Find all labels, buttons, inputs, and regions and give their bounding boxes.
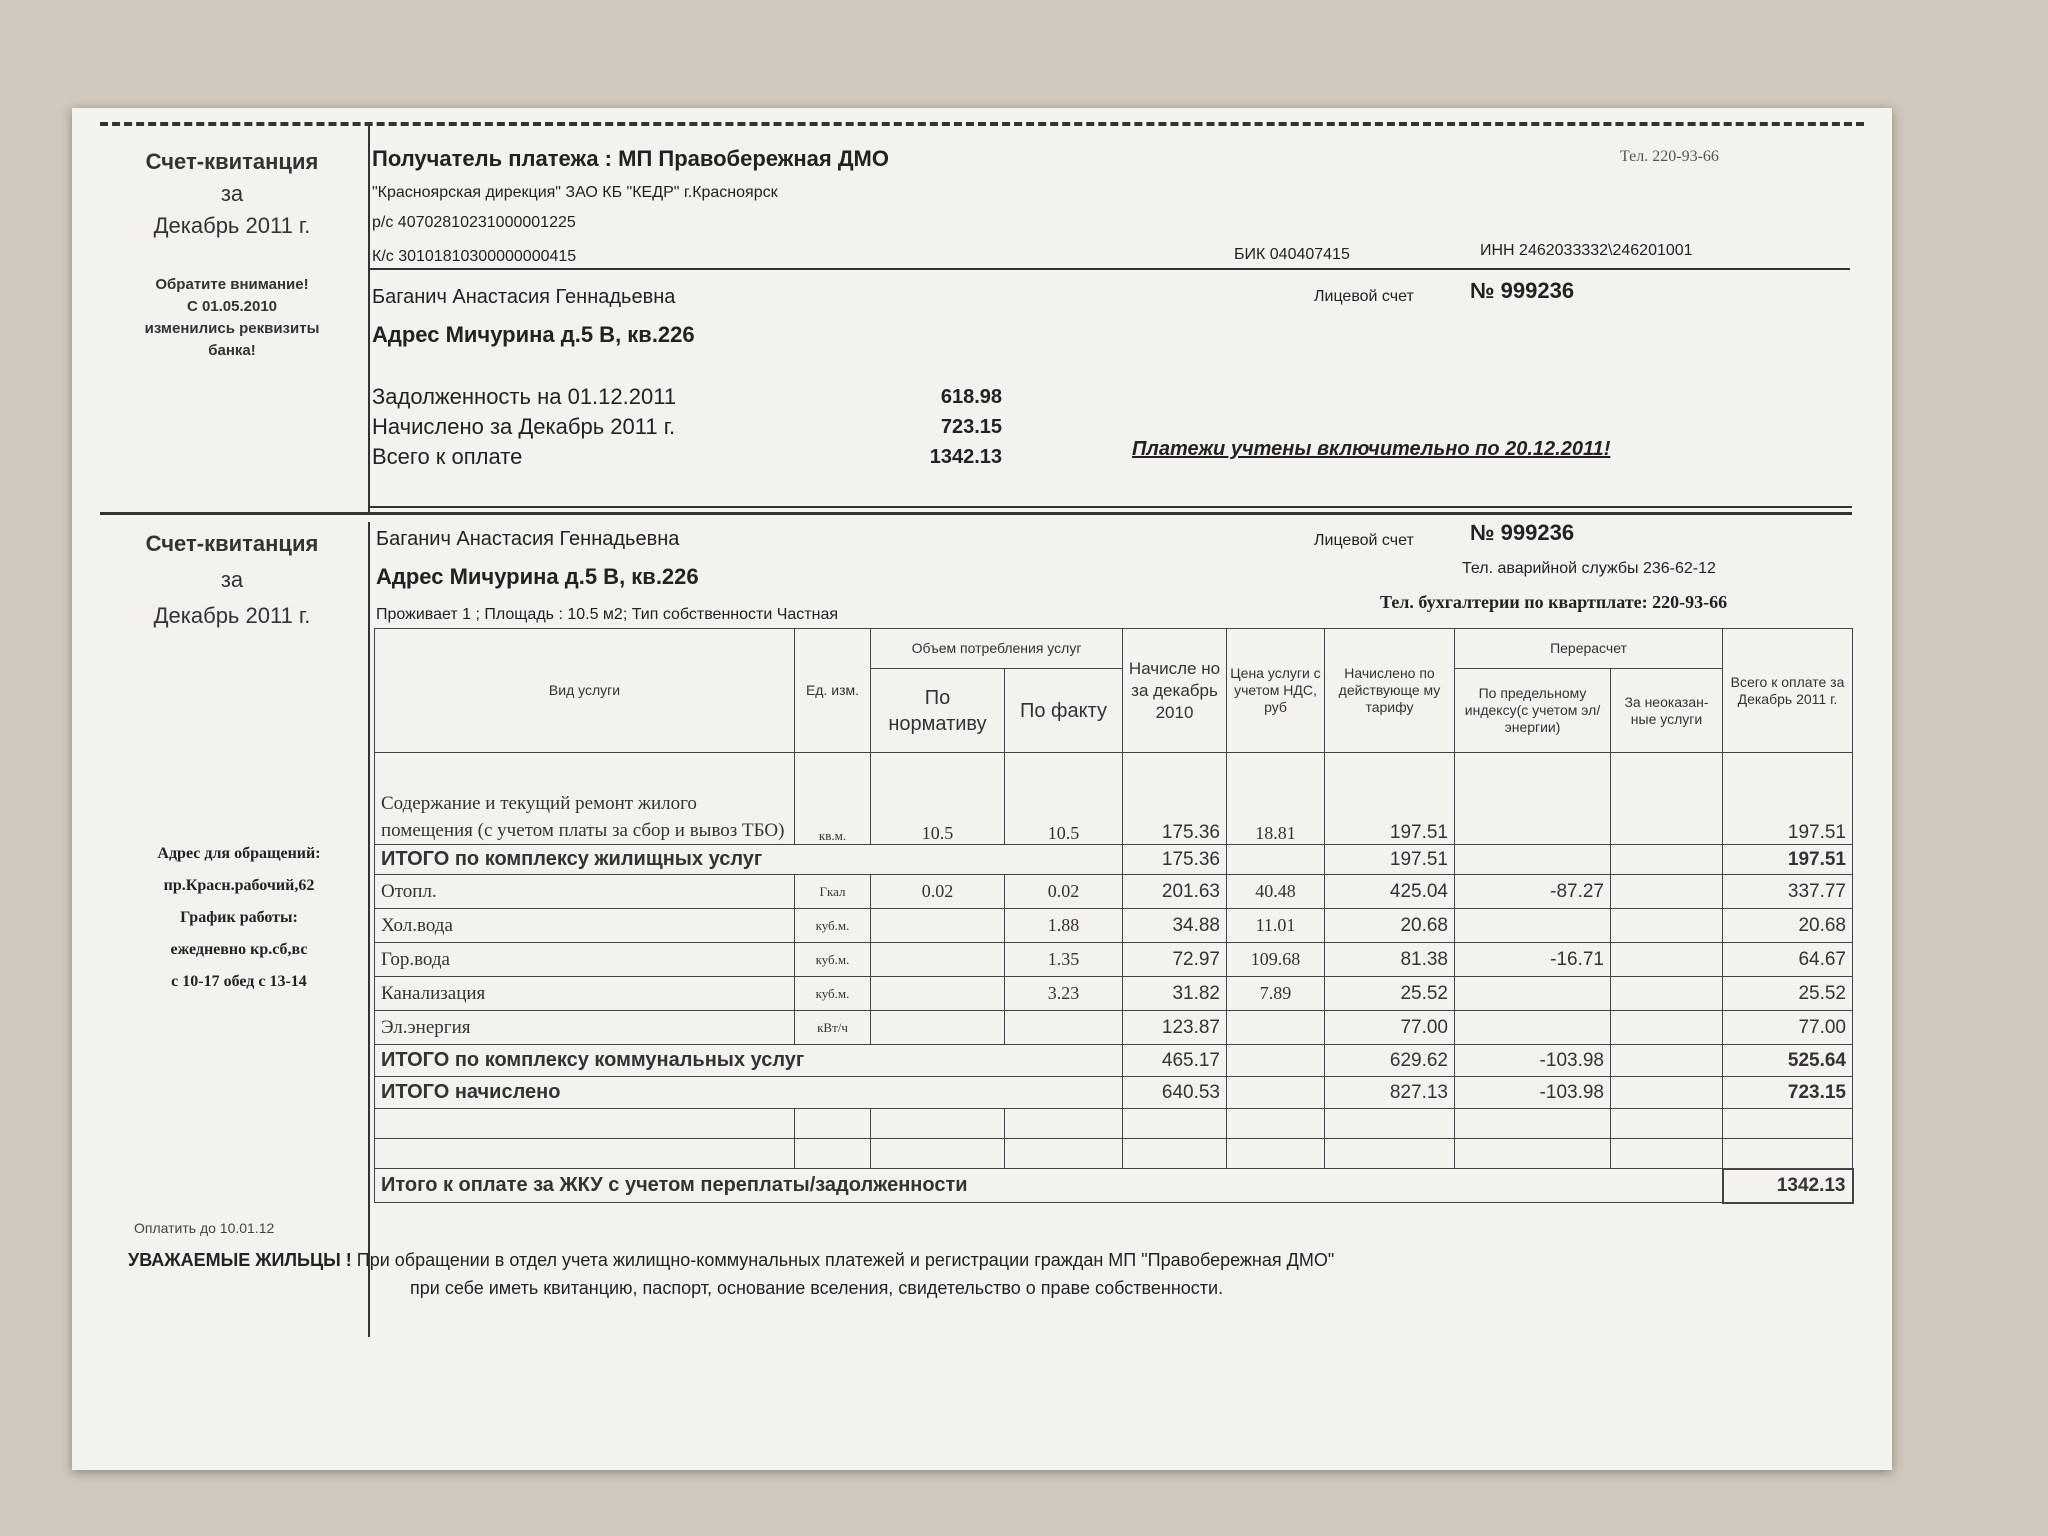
utility-service: Эл.энергия (375, 1011, 795, 1045)
utility-norm (871, 977, 1005, 1011)
housing-total-row (375, 845, 1853, 875)
utility-total-label: ИТОГО по комплексу коммунальных услуг (375, 1045, 1123, 1077)
utility-fact: 1.35 (1005, 943, 1123, 977)
utility-unprovided (1611, 875, 1723, 909)
utility-unit: кВт/ч (795, 1011, 871, 1045)
notice-line-1: Обратите внимание! (155, 276, 309, 293)
contact-line-5: с 10-17 обед с 13-14 (171, 973, 307, 990)
utility-price: 11.01 (1227, 909, 1325, 943)
final-total-label: Итого к оплате за ЖКУ с учетом переплаты/задолженности (375, 1169, 1723, 1203)
housing-charged-2010: 175.36 (1123, 753, 1227, 845)
housing-total-charged: 197.51 (1325, 845, 1455, 875)
charges-table (374, 628, 1854, 1204)
grand-total-unprovided (1611, 1077, 1723, 1109)
notice-line-3: изменились реквизиты (144, 320, 320, 337)
utility-total-recalc: -103.98 (1455, 1045, 1611, 1077)
utility-norm (871, 943, 1005, 977)
contact-block (114, 838, 364, 998)
utility-service: Отопл. (375, 875, 795, 909)
utility-fact (1005, 1011, 1123, 1045)
utility-total-row (375, 1045, 1853, 1077)
tear-line (100, 122, 1864, 126)
utility-charged: 77.00 (1325, 1011, 1455, 1045)
header-volume-group: Объем потребления услуг (871, 629, 1123, 669)
utility-row (375, 977, 1853, 1011)
contact-line-3: График работы: (180, 909, 298, 926)
utility-recalc: -16.71 (1455, 943, 1611, 977)
header-charged-current: Начислено по действующе му тарифу (1325, 629, 1455, 753)
housing-unit: кв.м. (795, 753, 871, 845)
housing-recalc-unprovided (1611, 753, 1723, 845)
housing-total-unprovided (1611, 845, 1723, 875)
housing-total-recalc (1455, 845, 1611, 875)
utility-price (1227, 1011, 1325, 1045)
housing-total-price (1227, 845, 1325, 875)
utility-charged-2010: 72.97 (1123, 943, 1227, 977)
utility-price: 7.89 (1227, 977, 1325, 1011)
charged-value: 723.15 (940, 416, 1002, 438)
utility-norm (871, 909, 1005, 943)
pay-by: Оплатить до 10.01.12 (134, 1220, 275, 1236)
header-by-norm: По нормативу (871, 669, 1005, 753)
footer-line-2: при себе иметь квитанцию, паспорт, основание вселения, свидетельство о праве собственности. (410, 1278, 1224, 1298)
utility-unprovided (1611, 1011, 1723, 1045)
utility-total: 337.77 (1723, 875, 1853, 909)
bottom-stub (102, 528, 362, 632)
utility-charged: 25.52 (1325, 977, 1455, 1011)
contact-line-1: Адрес для обращений: (157, 845, 321, 862)
utility-charged-2010: 201.63 (1123, 875, 1227, 909)
utility-fact: 3.23 (1005, 977, 1123, 1011)
utility-service: Канализация (375, 977, 795, 1011)
total-label: Всего к оплате (372, 444, 523, 469)
top-phone: Тел. 220-93-66 (1620, 148, 1719, 165)
top-account-number: № 999236 (1470, 278, 1575, 303)
residence-info: Проживает 1 ; Площадь : 10.5 м2; Тип собственности Частная (376, 606, 839, 623)
housing-row (375, 753, 1853, 845)
top-rule (370, 268, 1850, 270)
bottom-payer-name: Баганич Анастасия Геннадьевна (376, 528, 680, 550)
header-recalc-index: По предельному индексу(с учетом эл/энергии) (1455, 669, 1611, 753)
utility-unprovided (1611, 943, 1723, 977)
utility-total-unprovided (1611, 1045, 1723, 1077)
total-value: 1342.13 (929, 446, 1002, 468)
utility-norm (871, 1011, 1005, 1045)
grand-total-recalc: -103.98 (1455, 1077, 1611, 1109)
housing-total: 197.51 (1723, 753, 1853, 845)
housing-service: Содержание и текущий ремонт жилого помещения (с учетом платы за сбор и вывоз ТБО) (381, 793, 785, 841)
utility-total-price (1227, 1045, 1325, 1077)
utility-charged: 425.04 (1325, 875, 1455, 909)
utility-total-total: 525.64 (1723, 1045, 1853, 1077)
utility-recalc (1455, 909, 1611, 943)
top-payer-name: Баганич Анастасия Геннадьевна (372, 286, 676, 308)
utility-total: 77.00 (1723, 1011, 1853, 1045)
stub-divider-bottom (368, 522, 370, 1337)
contact-line-2: пр.Красн.рабочий,62 (163, 877, 315, 894)
top-stub (102, 146, 362, 362)
footer-line-1 (128, 1250, 1334, 1271)
grand-total-row (375, 1077, 1853, 1109)
housing-total-label: ИТОГО по комплексу жилищных услуг (375, 845, 1123, 875)
top-stub-period: Декабрь 2011 г. (153, 213, 311, 238)
header-service: Вид услуги (375, 629, 795, 753)
debt-value: 618.98 (940, 386, 1002, 408)
empty-row (375, 1109, 1853, 1139)
header-charged-2010: Начисле но за декабрь 2010 (1123, 629, 1227, 753)
section-rule-1 (100, 512, 1852, 515)
header-recalc-unprovided: За неоказан- ные услуги (1611, 669, 1723, 753)
utility-price: 40.48 (1227, 875, 1325, 909)
utility-row (375, 1011, 1853, 1045)
bottom-account-number: № 999236 (1470, 520, 1575, 545)
utility-unprovided (1611, 977, 1723, 1011)
emergency-phone: Тел. аварийной службы 236-62-12 (1462, 560, 1716, 577)
receipt-paper (72, 108, 1892, 1470)
header-recalc-group: Перерасчет (1455, 629, 1723, 669)
account-ks: К/с 30101810300000000415 (372, 248, 577, 265)
utility-recalc (1455, 1011, 1611, 1045)
bik: БИК 040407415 (1234, 246, 1350, 263)
utility-recalc: -87.27 (1455, 875, 1611, 909)
accounting-phone: Тел. бухгалтерии по квартплате: 220-93-66 (1380, 592, 1728, 612)
bank-name: "Красноярская дирекция" ЗАО КБ "КЕДР" г.Красноярск (372, 184, 778, 201)
utility-service: Хол.вода (375, 909, 795, 943)
payments-note: Платежи учтены включительно по 20.12.2011! (1132, 438, 1611, 460)
top-account-label: Лицевой счет (1314, 288, 1414, 305)
charged-label: Начислено за Декабрь 2011 г. (372, 414, 676, 439)
utility-unit: куб.м. (795, 909, 871, 943)
grand-total-label: ИТОГО начислено (375, 1077, 1123, 1109)
notice-line-4: банка! (208, 342, 256, 359)
header-unit: Ед. изм. (795, 629, 871, 753)
empty-row (375, 1139, 1853, 1169)
utility-unprovided (1611, 909, 1723, 943)
top-address: Адрес Мичурина д.5 В, кв.226 (372, 322, 695, 347)
utility-charged-2010: 123.87 (1123, 1011, 1227, 1045)
utility-charged: 20.68 (1325, 909, 1455, 943)
bottom-stub-title: Счет-квитанция (145, 531, 319, 556)
housing-price: 18.81 (1227, 753, 1325, 845)
utility-price: 109.68 (1227, 943, 1325, 977)
utility-norm: 0.02 (871, 875, 1005, 909)
header-row-1 (375, 629, 1853, 669)
footer-text-1: При обращении в отдел учета жилищно-коммунальных платежей и регистрации граждан МП "Правобережная ДМО" (356, 1250, 1335, 1270)
header-by-fact: По факту (1005, 669, 1123, 753)
top-stub-title: Счет-квитанция (145, 149, 319, 174)
account-rs: р/с 40702810231000001225 (372, 214, 576, 231)
utility-charged-2010: 34.88 (1123, 909, 1227, 943)
bottom-stub-for: за (220, 567, 244, 592)
utility-charged-2010: 31.82 (1123, 977, 1227, 1011)
housing-total-total: 197.51 (1723, 845, 1853, 875)
utility-row (375, 909, 1853, 943)
grand-total-total: 723.15 (1723, 1077, 1853, 1109)
final-total-row (375, 1169, 1853, 1203)
utility-row (375, 943, 1853, 977)
grand-total-price (1227, 1077, 1325, 1109)
utility-total: 64.67 (1723, 943, 1853, 977)
utility-service: Гор.вода (375, 943, 795, 977)
utility-total-charged-2010: 465.17 (1123, 1045, 1227, 1077)
header-total-due: Всего к оплате за Декабрь 2011 г. (1723, 629, 1853, 753)
utility-total-charged: 629.62 (1325, 1045, 1455, 1077)
utility-total: 20.68 (1723, 909, 1853, 943)
utility-unit: куб.м. (795, 943, 871, 977)
utility-fact: 0.02 (1005, 875, 1123, 909)
footer-lead: УВАЖАЕМЫЕ ЖИЛЬЦЫ ! (128, 1250, 352, 1270)
contact-line-4: ежедневно кр.сб,вс (170, 941, 308, 958)
utility-fact: 1.88 (1005, 909, 1123, 943)
top-stub-for: за (220, 181, 244, 206)
bottom-address: Адрес Мичурина д.5 В, кв.226 (376, 564, 699, 589)
housing-norm: 10.5 (871, 753, 1005, 845)
section-rule-2 (370, 506, 1852, 508)
utility-row (375, 875, 1853, 909)
bottom-stub-period: Декабрь 2011 г. (153, 603, 311, 628)
recipient: Получатель платежа : МП Правобережная ДМО (372, 146, 889, 171)
housing-fact: 10.5 (1005, 753, 1123, 845)
housing-total-charged-2010: 175.36 (1123, 845, 1227, 875)
utility-charged: 81.38 (1325, 943, 1455, 977)
utility-unit: Гкал (795, 875, 871, 909)
grand-total-charged-2010: 640.53 (1123, 1077, 1227, 1109)
stub-divider-top (368, 124, 370, 514)
housing-recalc-index (1455, 753, 1611, 845)
housing-charged: 197.51 (1325, 753, 1455, 845)
final-total-value: 1342.13 (1723, 1169, 1853, 1203)
utility-unit: куб.м. (795, 977, 871, 1011)
debt-label: Задолженность на 01.12.2011 (372, 384, 677, 409)
header-price: Цена услуги с учетом НДС, руб (1227, 629, 1325, 753)
utility-total: 25.52 (1723, 977, 1853, 1011)
utility-recalc (1455, 977, 1611, 1011)
notice-line-2: С 01.05.2010 (186, 298, 278, 315)
inn: ИНН 2462033332\246201001 (1480, 242, 1693, 259)
grand-total-charged: 827.13 (1325, 1077, 1455, 1109)
bottom-account-label: Лицевой счет (1314, 532, 1414, 549)
